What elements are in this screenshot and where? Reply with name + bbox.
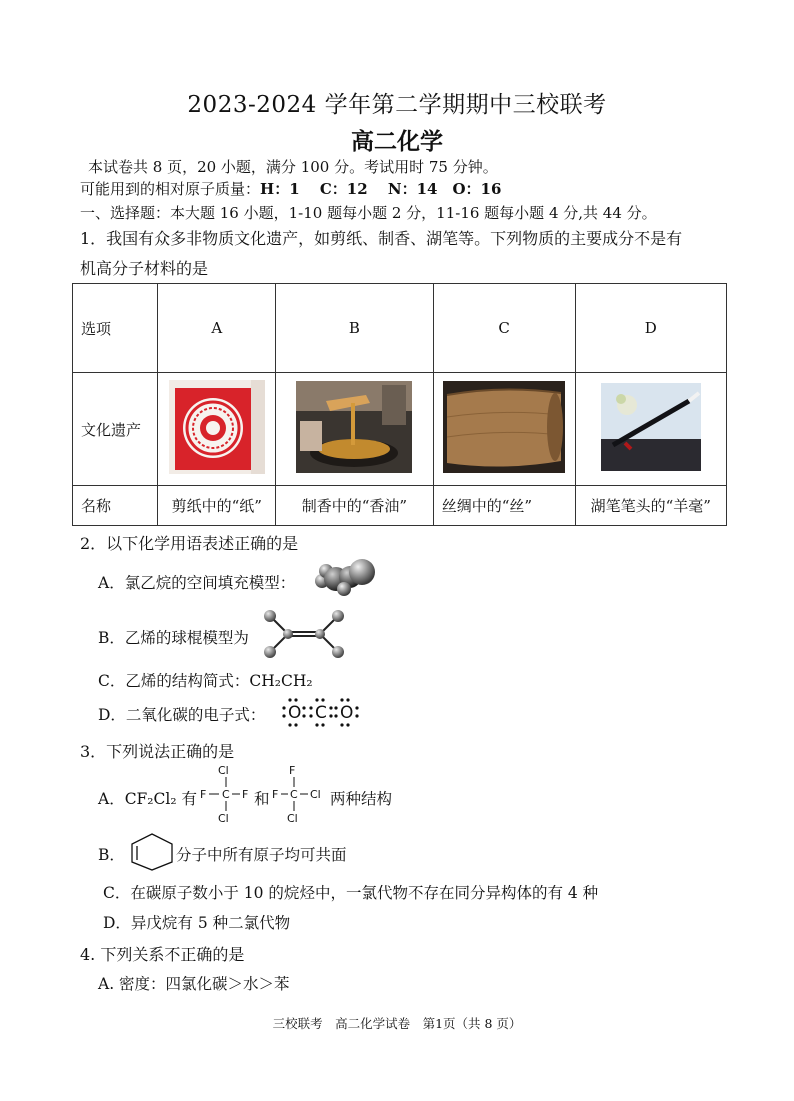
option-c-name: 丝绸中的“丝”	[433, 486, 575, 526]
incense-oil-image	[276, 373, 434, 486]
exam-title: 2023-2024 学年第二学期期中三校联考	[187, 92, 607, 118]
ethylene-formula: CH₂CH₂	[249, 672, 313, 690]
section-heading: 一、选择题：本大题 16 小题，1-10 题每小题 2 分，11-16 题每小题 4 分,共 44 分。	[80, 204, 657, 222]
svg-text:F: F	[289, 764, 296, 777]
svg-text:O: O	[340, 703, 354, 723]
svg-text:O: O	[288, 703, 302, 723]
q3-option-b-label: B．	[98, 846, 125, 864]
svg-text:Cl: Cl	[287, 812, 298, 824]
atomic-mass-label: 可能用到的相对原子质量：	[80, 180, 261, 198]
q1-table	[72, 283, 727, 526]
ethylene-ball-stick-model	[262, 608, 348, 660]
svg-text:C: C	[290, 788, 298, 801]
q1-stem-line2: 机高分子材料的是	[80, 259, 209, 278]
q1-stem-line1: 1．我国有众多非物质文化遗产，如剪纸、制香、湖笔等。下列物质的主要成分不是有	[80, 229, 683, 248]
page-footer: 三校联考 高二化学试卷 第1页（共 8 页）	[272, 1016, 522, 1031]
q2-option-c	[98, 669, 313, 691]
svg-text:C: C	[315, 703, 327, 723]
q3-stem: 3．下列说法正确的是	[80, 742, 235, 761]
q3-option-c: C．在碳原子数小于 10 的烷烃中，一氯代物不存在同分异构体的有 4 种	[103, 884, 599, 902]
cf2cl2-structure-2	[270, 762, 328, 824]
exam-subject: 高二化学	[351, 129, 443, 155]
q2-option-b: B．乙烯的球棍模型为	[98, 629, 249, 647]
cf2cl2-structure-1	[198, 762, 256, 824]
svg-text:Cl: Cl	[218, 812, 229, 824]
svg-text:F: F	[242, 788, 249, 801]
option-a-name: 剪纸中的“纸”	[158, 486, 276, 526]
q3-option-b: 分子中所有原子均可共面	[176, 846, 347, 864]
q2-option-a: A．氯乙烷的空间填充模型：	[98, 574, 296, 592]
q3-option-a-prefix: A．CF₂Cl₂ 有	[98, 790, 197, 808]
cyclohexene-structure	[128, 832, 176, 872]
atomic-mass-line	[80, 178, 501, 199]
q2-option-c-label: C．乙烯的结构简式：	[98, 672, 250, 690]
exam-info-line: 本试卷共 8 页，20 小题，满分 100 分。考试用时 75 分钟。	[88, 158, 498, 176]
svg-text:F: F	[272, 788, 279, 801]
q4-stem: 4. 下列关系不正确的是	[80, 945, 245, 964]
atomic-mass-values: H：1 C：12 N：14 O：16	[260, 180, 502, 198]
row-header-option: 选项	[73, 284, 158, 373]
row-header-name: 名称	[73, 486, 158, 526]
option-a-label: A	[158, 284, 276, 373]
option-b-label: B	[276, 284, 434, 373]
q3-option-d: D．异戊烷有 5 种二氯代物	[103, 914, 291, 932]
chloroethane-space-filling-model	[314, 557, 376, 599]
svg-text:C: C	[222, 788, 230, 801]
q4-option-a: A. 密度：四氯化碳＞水＞苯	[98, 975, 290, 993]
option-c-label: C	[433, 284, 575, 373]
silk-image	[433, 373, 575, 486]
option-d-label: D	[575, 284, 727, 373]
q3-option-a-suffix: 两种结构	[330, 790, 393, 808]
paper-cut-image	[158, 373, 276, 486]
q2-stem: 2．以下化学用语表述正确的是	[80, 534, 299, 553]
svg-text:Cl: Cl	[218, 764, 229, 777]
row-header-heritage: 文化遗产	[73, 373, 158, 486]
q3-option-a-and: 和	[254, 790, 270, 808]
co2-electron-formula	[282, 696, 362, 728]
svg-text:Cl: Cl	[310, 788, 321, 801]
q2-option-d: D．二氧化碳的电子式：	[98, 706, 266, 724]
svg-text:F: F	[200, 788, 207, 801]
option-b-name: 制香中的“香油”	[276, 486, 434, 526]
brush-image	[575, 373, 727, 486]
option-d-name: 湖笔笔头的“羊毫”	[575, 486, 727, 526]
